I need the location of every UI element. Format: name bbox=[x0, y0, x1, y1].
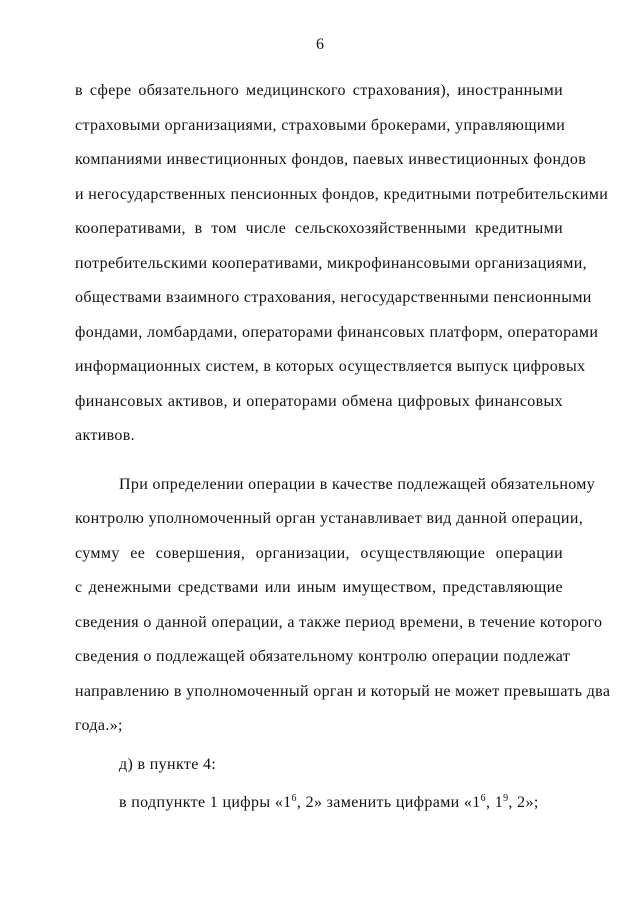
text-line: сведения о данной операции, а также период времени, в течение которого bbox=[75, 613, 603, 631]
item-d-heading: д) в пункте 4: bbox=[119, 755, 217, 773]
text-line: и негосударственных пенсионных фондов, кредитными потребительскими bbox=[75, 185, 609, 203]
text-line: обществами взаимного страхования, негосударственными пенсионными bbox=[75, 289, 592, 306]
text-line: финансовых активов, и операторами обмена цифровых финансовых bbox=[75, 392, 563, 410]
text-line: страховыми организациями, страховыми брокерами, управляющими bbox=[75, 116, 566, 134]
text-line: года.»; bbox=[75, 717, 123, 734]
text-line: с денежными средствами или иным имуществом, представляющие bbox=[75, 579, 563, 596]
text-line: контролю уполномоченный орган устанавливает вид данной операции, bbox=[75, 510, 584, 527]
text-line: потребительскими кооперативами, микрофинансовыми организациями, bbox=[75, 254, 587, 272]
document-body bbox=[75, 74, 611, 821]
text-line: в сфере обязательного медицинского страхования), иностранными bbox=[75, 82, 563, 99]
text-line: сумму ее совершения, организации, осуществляющие операции bbox=[75, 544, 563, 562]
text-line: информационных систем, в которых осуществляется выпуск цифровых bbox=[75, 358, 586, 375]
text-line: При определении операции в качестве подлежащей обязательному bbox=[119, 475, 596, 493]
page-number: 6 bbox=[316, 36, 324, 53]
text-line: фондами, ломбардами, операторами финансовых платформ, операторами bbox=[75, 323, 599, 341]
text-line: направлению в уполномоченный орган и который не может превышать два bbox=[75, 682, 611, 700]
subitem-amendment: в подпункте 1 цифры «$1^6$, 2» заменить цифрами «$1^6$, $1^9$, 2»; bbox=[119, 793, 539, 811]
text-line: активов. bbox=[75, 427, 136, 444]
text-line: сведения о подлежащей обязательному контролю операции подлежат bbox=[75, 648, 571, 665]
text-line: кооперативами, в том числе сельскохозяйственными кредитными bbox=[75, 220, 563, 237]
text-line: компаниями инвестиционных фондов, паевых инвестиционных фондов bbox=[75, 151, 587, 168]
paragraph-continuation bbox=[75, 74, 609, 454]
paragraph-operation-definition bbox=[75, 468, 611, 744]
